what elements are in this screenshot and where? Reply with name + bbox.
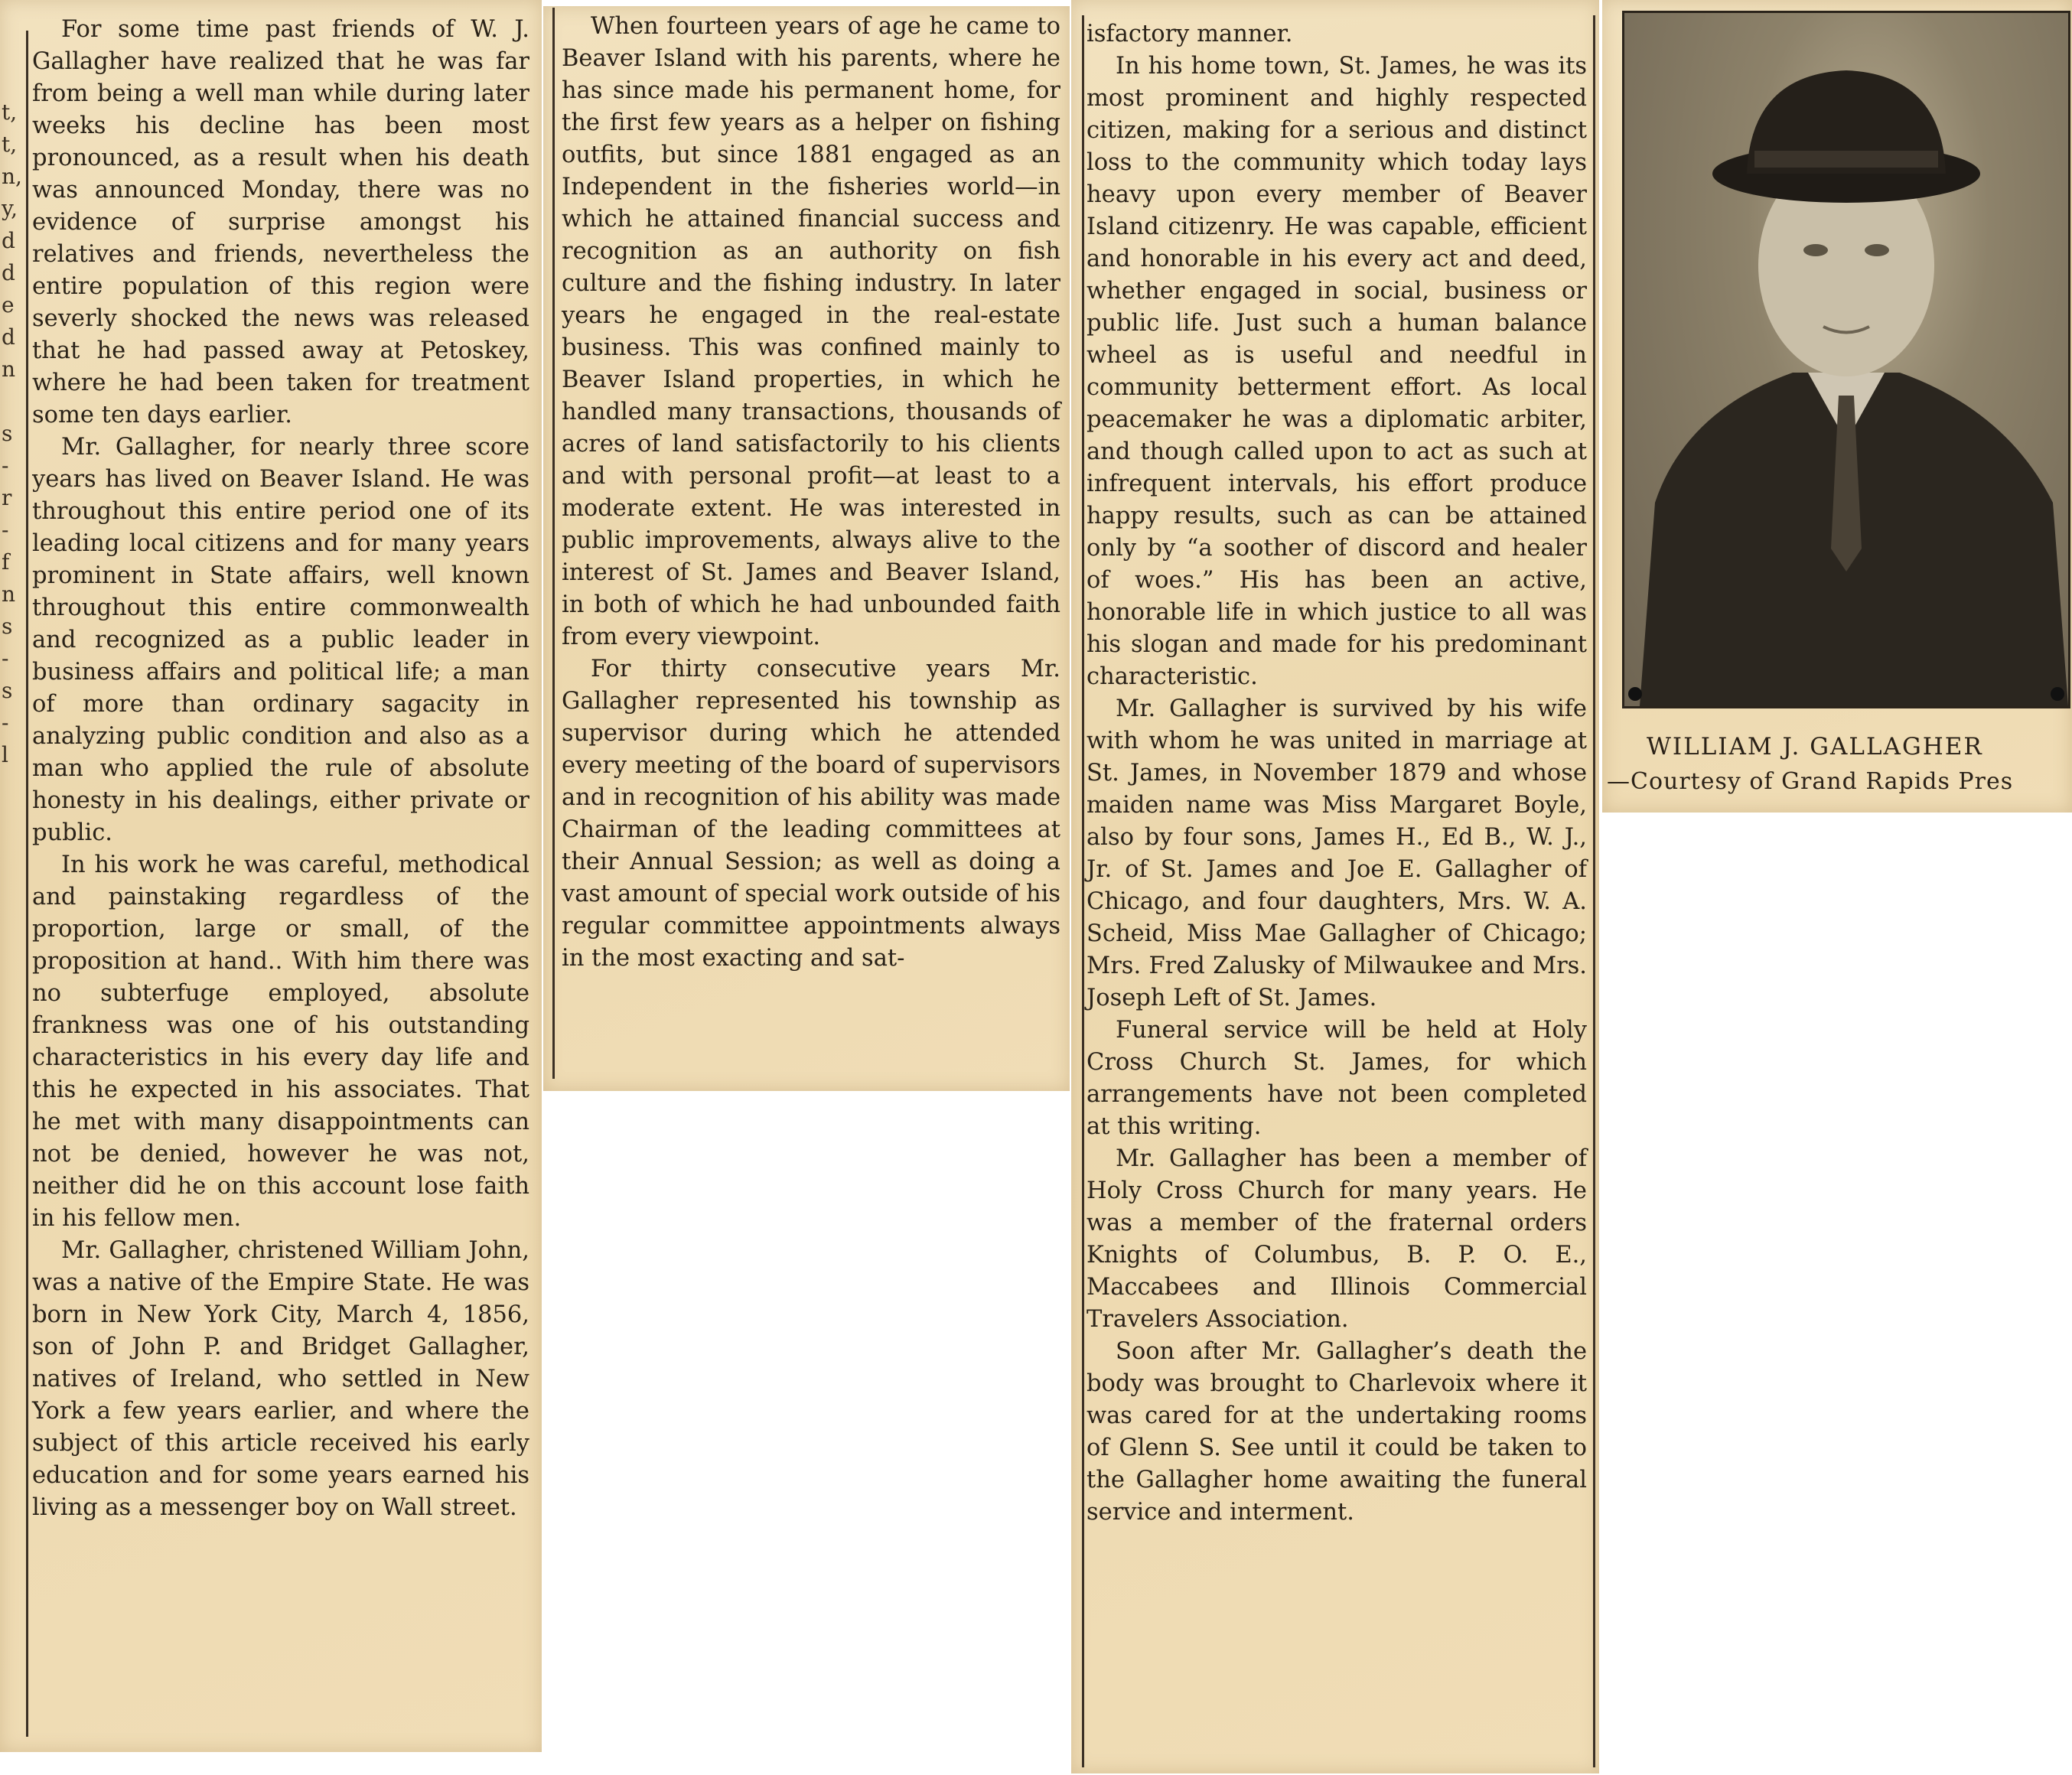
article-column-2 [562,11,1060,975]
photo-caption-name: WILLIAM J. GALLAGHER [1647,733,1983,760]
paragraph: Mr. Gallagher has been a member of Holy Cross Church for many years. He was a member of the fraternal orders Knights of Columbus, B. P. O. E., Maccabees and Illinois Commercial Travelers Association. [1086,1145,1587,1333]
column-rule [1082,15,1084,1767]
paragraph: Funeral service will be held at Holy Cross Church St. James, for which arrangements have not been completed at this writing. [1086,1017,1587,1140]
paragraph: Mr. Gallagher, for nearly three score years has lived on Beaver Island. He was throughout this entire period one of its leading local citizens and for many years prominent in State affairs, well known throughout this entire commonwealth and recognized as a public leader in business affairs and political life; a man of more than ordinary sagacity in analyzing public condition and also as a man who applied the rule of absolute honesty in his dealings, either private or public. [32,434,529,846]
paragraph: When fourteen years of age he came to Beaver Island with his parents, where he has since made his permanent home, for the first few years as a helper on fishing outfits, but since 1881 engaged as an Independent in the fisheries world—in which he attained financial success and recognition as an authority on fish culture and the fishing industry. In later years he engaged in the real-estate business. This was confined mainly to Beaver Island properties, in which he handled many transactions, thousands of acres of land satisfactorily to his clients and with personal profit—at least to a moderate extent. He was interested in public improvements, always alive to the interest of St. James and Beaver Island, in both of which he had unbounded faith from every viewpoint. [562,13,1060,650]
column-rule [1593,15,1595,1767]
paragraph: Mr. Gallagher, christened William John, was a native of the Empire State. He was born in New York City, March 4, 1856, son of John P. and Bridget Gallagher, natives of Ireland, who settled in New York a few years earlier, and where the subject of this article received his early education and for some years earned his living as a messenger boy on Wall street. [32,1237,529,1521]
paragraph: In his work he was careful, methodical and painstaking regardless of the proportion, large or small, of the proposition at hand.. With him there was no subterfuge employed, absolute frankness was one of his outstanding characteristics in his every day life and this he expected in his associates. That he met with many disappointments can not be denied, however he was not, neither did he on this account lose faith in his fellow men. [32,852,529,1232]
paragraph: Soon after Mr. Gallagher’s death the body was brought to Charlevoix where it was cared for at the undertaking rooms of Glenn S. See until it could be taken to the Gallagher home awaiting the funeral service and interment. [1086,1338,1587,1526]
article-column-1 [32,14,529,1524]
paragraph: In his home town, St. James, he was its most prominent and highly respected citizen, making for a serious and distinct loss to the community which today lays heavy upon every member of Beaver Island citizenry. He was capable, efficient and honorable in his every act and deed, whether engaged in social, business or public life. Just such a human balance wheel as is useful and needful in community betterment effort. As local peacemaker he was a diplomatic arbiter, and though called upon to act as such at infrequent intervals, his effort produce happy results, such as can be attained only by “a soother of discord and healer of woes.” His has been an active, honorable life in which justice to all was his slogan and made for his predominant characteristic. [1086,53,1587,690]
portrait-photo [1622,11,2070,708]
column-rule [26,31,28,1737]
clipping-left-edge-fragments: t, t, n, y, d d e d n s - r - f n s - s - l [2,99,22,767]
article-column-3 [1086,18,1587,1529]
paragraph: For some time past friends of W. J. Gallagher have realized that he was far from being a well man while during later weeks his decline has been most pronounced, as a result when his death was announced Monday, there was no evidence of surprise amongst his relatives and friends, nevertheless the entire population of this region were severly shocked the news was released that he had passed away at Petoskey, where he had been taken for treatment some ten days earlier. [32,16,529,428]
man-in-hat-portrait [1624,13,2068,706]
column-rule [552,8,555,1079]
paragraph: Mr. Gallagher is survived by his wife with whom he was united in marriage at St. James, in November 1879 and whose maiden name was Miss Margaret Boyle, also by four sons, James H., Ed B., W. J., Jr. of St. James and Joe E. Gallagher of Chicago, and four daughters, Mrs. W. A. Scheid, Miss Mae Gallagher of Chicago; Mrs. Fred Zalusky of Milwaukee and Mrs. Joseph Left of St. James. [1086,695,1587,1011]
paragraph: For thirty consecutive years Mr. Gallagher represented his township as supervisor during which he attended every meeting of the board of supervisors and in recognition of his ability was made Chairman of the leading committees at their Annual Session; as well as doing a vast amount of special work outside of his regular committee appointments always in the most exacting and sat- [562,656,1060,972]
photo-caption-credit: —Courtesy of Grand Rapids Pres [1607,768,2014,795]
paragraph: isfactory manner. [1086,21,1293,47]
